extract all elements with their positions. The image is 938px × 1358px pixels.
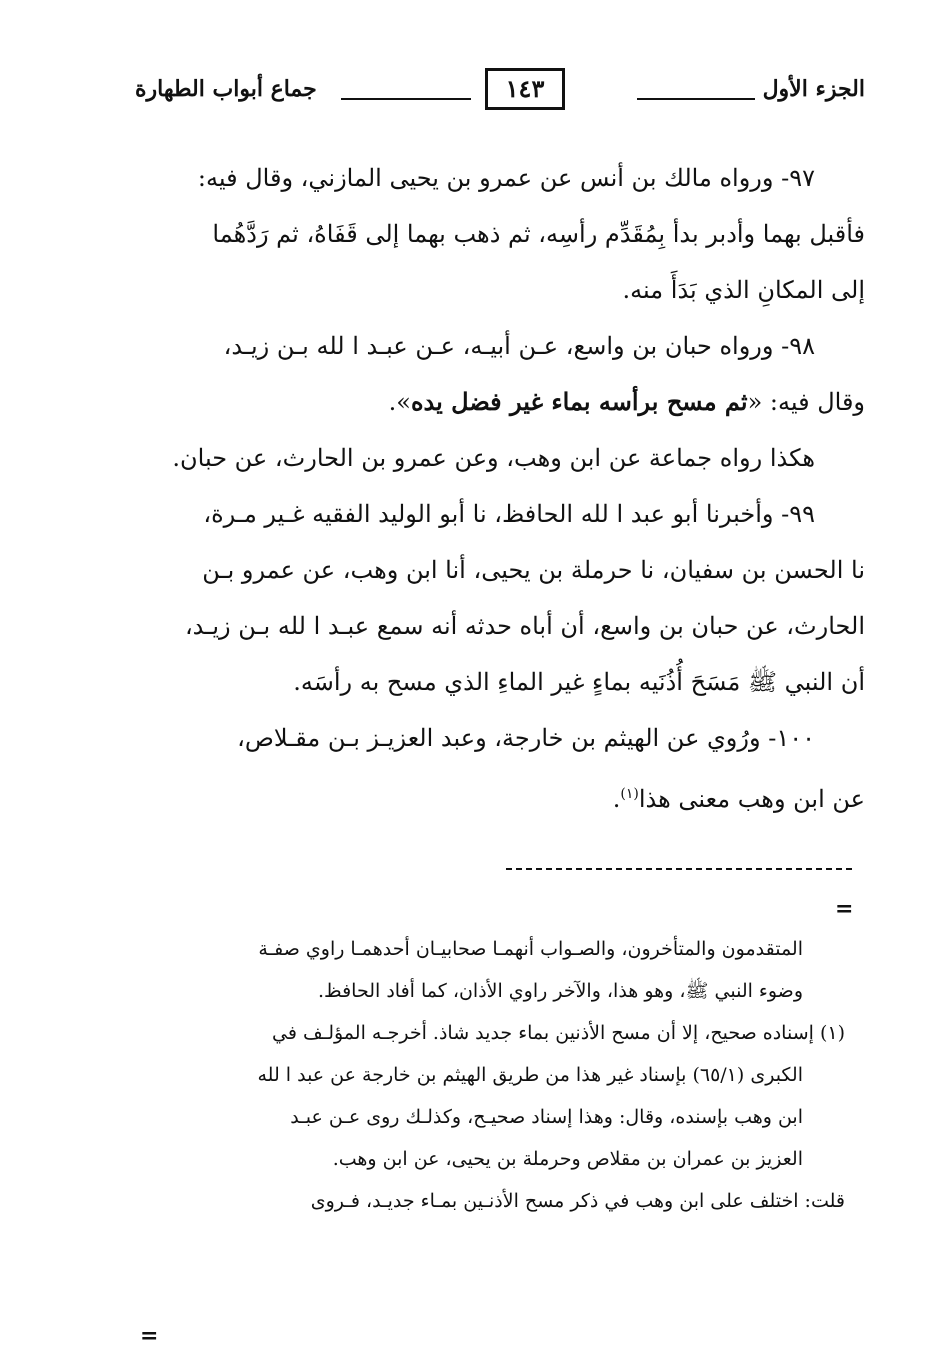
text-line: ٩٨- ورواه حبان بن واسع، عـن أبيـه، عـن عبـد ا لله بـن زيـد، — [223, 332, 815, 360]
quoted-hadith: ثم مسح برأسه بماء غير فضل يده — [410, 387, 748, 416]
page-number: ١٤٣ — [485, 68, 565, 110]
text-line: ١٠٠- ورُوي عن الهيثم بن خارجة، وعبد العزيـز بـن مقـلاص، — [237, 724, 815, 752]
continuation-mark-top: = — [835, 896, 854, 922]
text-line — [155, 766, 865, 827]
footnote-line: الكبرى (٦٥/١) بإسناد غير هذا من طريق الهيثم بن خارجة عن عبد ا لله — [257, 1064, 803, 1086]
main-text — [155, 150, 865, 827]
volume-title: الجزء الأول — [762, 76, 865, 102]
text-line — [155, 374, 865, 430]
footnote-separator — [506, 868, 852, 870]
text-line: هكذا رواه جماعة عن ابن وهب، وعن عمرو بن الحارث، عن حبان. — [172, 444, 815, 472]
footnote-line: قلت: اختلف على ابن وهب في ذكر مسح الأذنـين بمـاء جديـد، فـروى — [310, 1190, 845, 1212]
running-header — [125, 68, 865, 118]
text-line: ٩٩- وأخبرنا أبو عبد ا لله الحافظ، نا أبو الوليد الفقيه غـير مـرة، — [203, 500, 815, 528]
text-line: ٩٧- ورواه مالك بن أنس عن عمرو بن يحيى المازني، وقال فيه: — [197, 164, 815, 192]
header-rule-left — [341, 98, 471, 100]
footnote-ref: (١) — [620, 786, 639, 802]
footnote-line: (١) إسناده صحيح، إلا أن مسح الأذنين بماء جديد شاذ. أخرجـه المؤلـف في — [272, 1022, 845, 1044]
text-line: فأقبل بهما وأدبر بدأ بِمُقَدِّم رأسِه، ثم ذهب بهما إلى قَفَاهُ، ثم رَدَّهُما — [212, 220, 865, 248]
footnote-line: وضوء النبي ﷺ، وهو هذا، والآخر راوي الأذان، كما أفاد الحافظ. — [318, 980, 803, 1002]
text-segment: وقال فيه: « — [747, 388, 865, 416]
footnote-line: العزيز بن عمران بن مقلاص وحرملة بن يحيى، عن ابن وهب. — [332, 1148, 803, 1170]
text-line: إلى المكانِ الذي بَدَأَ منه. — [622, 276, 865, 304]
footnote-line: ابن وهب بإسنده، وقال: وهذا إسناد صحيـح، وكذلـك روى عـن عبـد — [290, 1106, 803, 1128]
header-rule-right — [637, 98, 755, 100]
text-line: أن النبي ﷺ مَسَحَ أُذُنَيه بماءٍ غير الماءِ الذي مسح به رأسَه. — [293, 668, 865, 696]
footnote-line: المتقدمون والمتأخرون، والصـواب أنهمـا صحابيـان أحدهمـا راوي صفـة — [258, 938, 803, 960]
footnotes — [140, 928, 845, 1222]
text-line: نا الحسن بن سفيان، نا حرملة بن يحيى، أنا ابن وهب، عن عمرو بـن — [202, 556, 865, 584]
text-segment: ». — [388, 388, 411, 416]
text-segment: . — [612, 785, 621, 813]
text-line: الحارث، عن حبان بن واسع، أن أباه حدثه أنه سمع عبـد ا لله بـن زيـد، — [184, 612, 865, 640]
text-segment: عن ابن وهب معنى هذا — [638, 785, 865, 813]
continuation-mark-bottom: = — [140, 1323, 159, 1349]
chapter-title: جماع أبواب الطهارة — [135, 76, 317, 102]
